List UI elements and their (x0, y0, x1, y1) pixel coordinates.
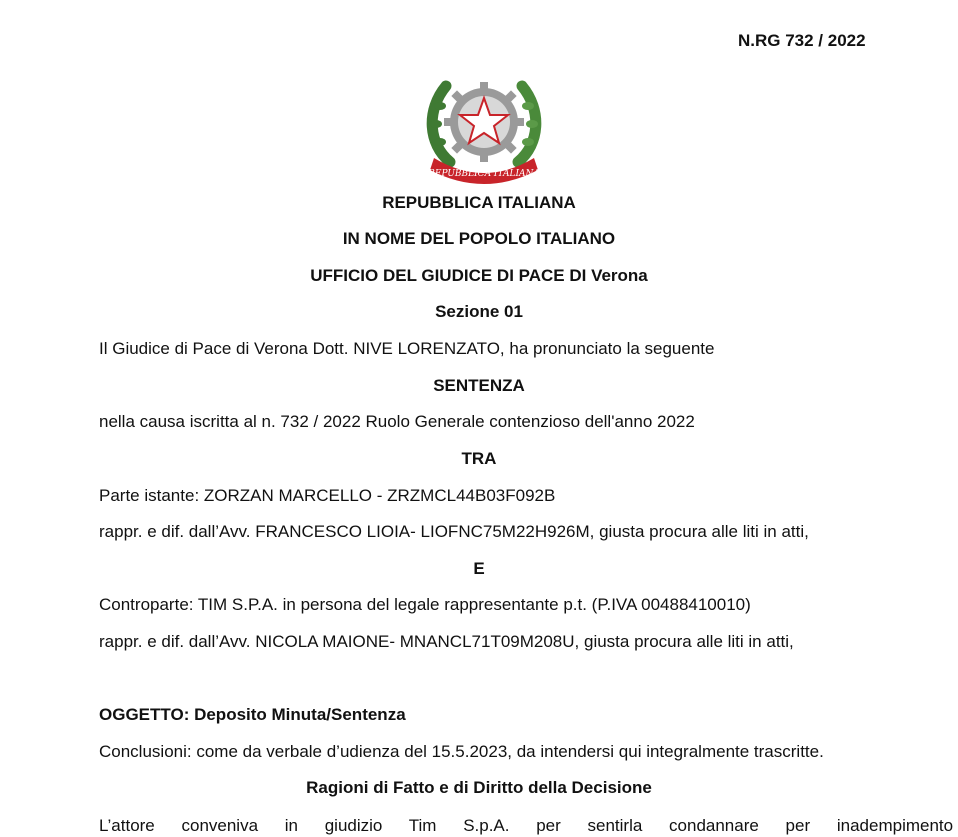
oggetto-line: OGGETTO: Deposito Minuta/Sentenza (99, 705, 406, 724)
sentenza-heading: SENTENZA (433, 376, 525, 395)
plaintiff-lawyer-line: rappr. e dif. dall’Avv. FRANCESCO LIOIA- LIOFNC75M22H926M, giusta procura alle liti in atti, (99, 522, 809, 541)
plaintiff-tax-code: ZRZMCL44B03F092B (387, 486, 556, 505)
defendant-lawyer-line: rappr. e dif. dall’Avv. NICOLA MAIONE- MNANCL71T09M208U, giusta procura alle liti in atti, (99, 632, 794, 651)
body-paragraph-start: L’attore conveniva in giudizio Tim S.p.A. per sentirla condannare per inadempimento (99, 816, 954, 835)
emblem-ribbon-text: REPUBBLICA ITALIANA (428, 169, 540, 179)
italian-republic-emblem-icon (420, 66, 548, 184)
tra-heading: TRA (461, 449, 497, 468)
judge-line: Il Giudice di Pace di Verona Dott. NIVE LORENZATO, ha pronunciato la seguente (99, 339, 715, 358)
heading-section: Sezione 01 (435, 302, 523, 321)
case-number: N.RG 732 / 2022 (738, 31, 866, 50)
ragioni-heading: Ragioni di Fatto e di Diritto della Decisione (306, 778, 652, 797)
defendant-line: Controparte: TIM S.P.A. in persona del legale rappresentante p.t. (P.IVA 00488410010) (99, 595, 751, 614)
plaintiff-label: Parte istante: ZORZAN MARCELLO - (99, 486, 388, 505)
conclusioni-line: Conclusioni: come da verbale d’udienza del 15.5.2023, da intendersi qui integralmente trascritte. (99, 742, 824, 761)
e-heading: E (473, 559, 485, 578)
heading-office: UFFICIO DEL GIUDICE DI PACE DI Verona (310, 266, 648, 285)
case-line: nella causa iscritta al n. 732 / 2022 Ruolo Generale contenzioso dell'anno 2022 (99, 412, 695, 431)
plaintiff-line (99, 485, 555, 507)
heading-in-name: IN NOME DEL POPOLO ITALIANO (342, 229, 616, 248)
heading-republic: REPUBBLICA ITALIANA (382, 193, 576, 212)
